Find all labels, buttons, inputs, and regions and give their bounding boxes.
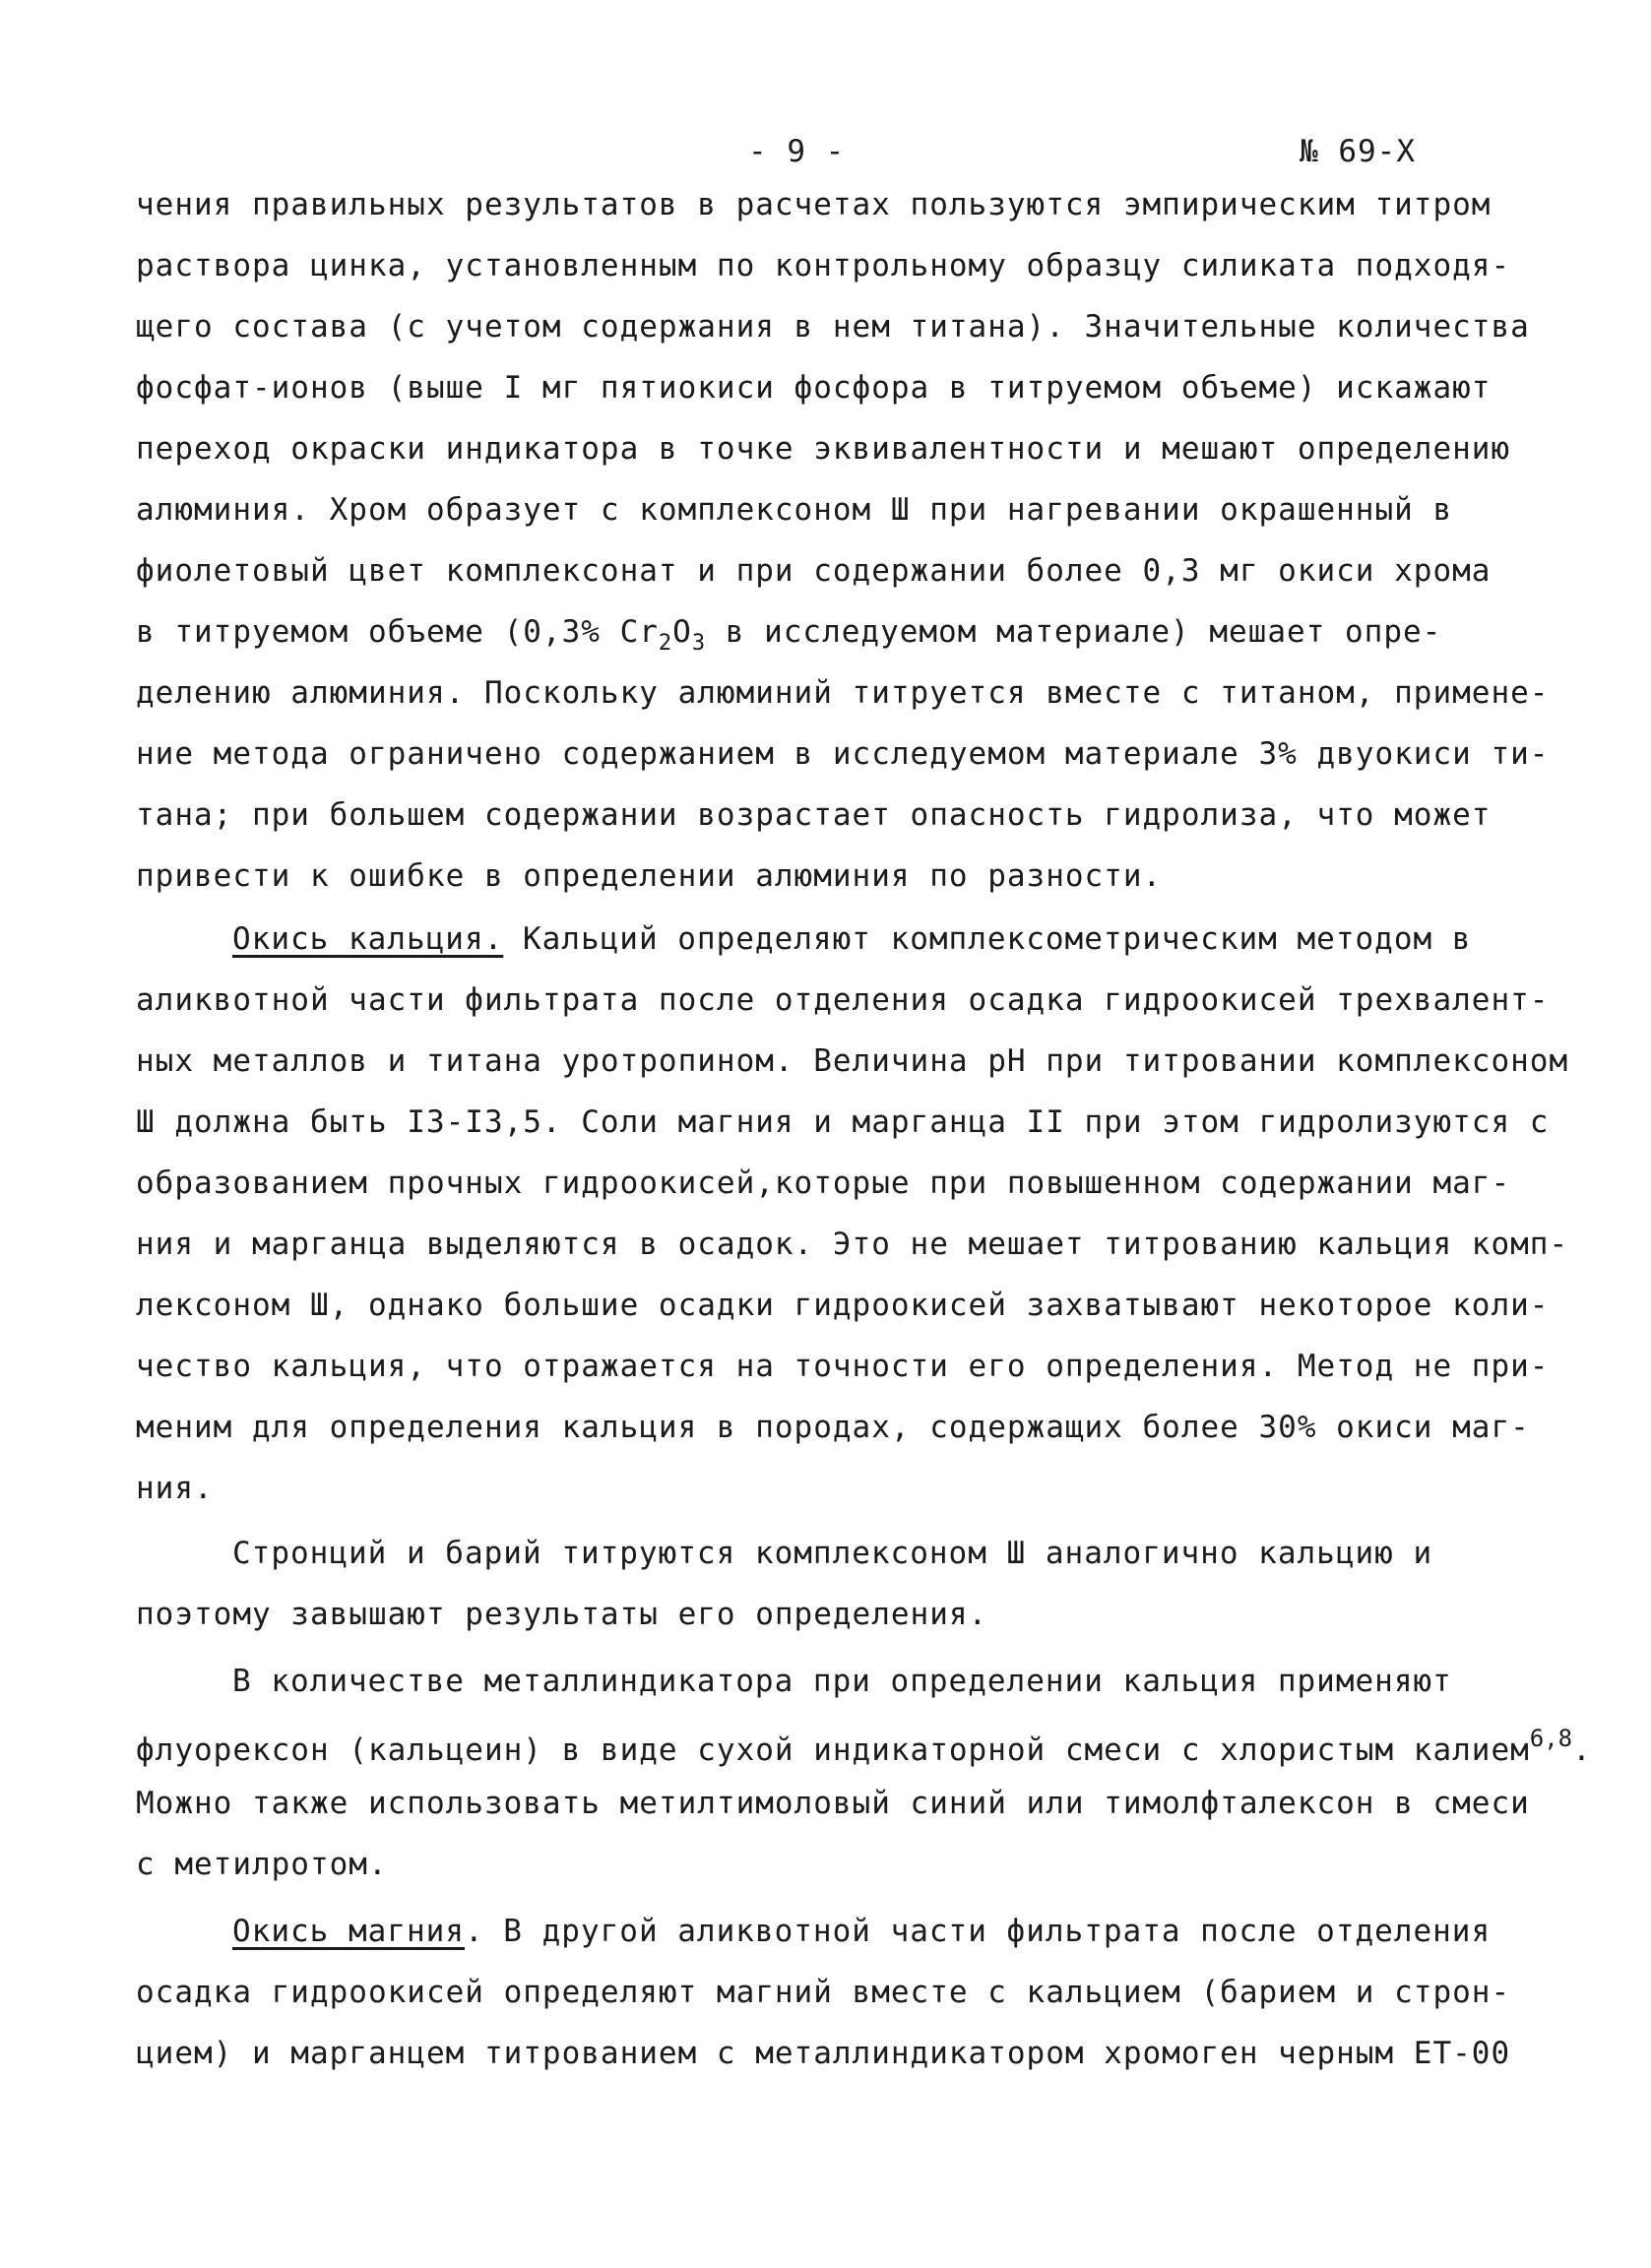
text-line: ния и марганца выделяются в осадок. Это не мешает титрованию кальция комп- (136, 1227, 1569, 1262)
section-heading-calcium: Окись кальция. (232, 921, 504, 957)
text-line: Стронций и барий титруются комплексоном Ш аналогично кальцию и (232, 1536, 1433, 1571)
text-line: фосфат-ионов (выше I мг пятиокиси фосфора в титруемом объеме) искажают (136, 370, 1492, 406)
text-line: привести к ошибке в определении алюминия по разности. (136, 858, 1163, 894)
text-line-formula (136, 614, 1441, 656)
reference-superscript: 6,8 (1529, 1725, 1573, 1752)
formula-subscript: 3 (691, 631, 707, 656)
section-heading-magnesium: Окись магния (232, 1914, 465, 1949)
section-text: . В другой аликвотной части фильтрата после отделения (464, 1914, 1492, 1949)
text-line: делению алюминия. Поскольку алюминий титруется вместе с титаном, примене- (136, 675, 1550, 711)
text-line: чения правильных результатов в расчетах пользуются эмпирическим титром (136, 187, 1492, 222)
text-line: ния. (136, 1471, 214, 1506)
formula-text-middle: O (672, 614, 692, 650)
text-line: аликвотной части фильтрата после отделения осадка гидроокисей трехвалент- (136, 982, 1550, 1018)
text-line: с метилротом. (136, 1847, 388, 1882)
text-before-reference: флуорексон (кальцеин) в виде сухой индикаторной смеси с хлористым калием (136, 1732, 1530, 1768)
text-line: В количестве металлиндикатора при определении кальция применяют (232, 1664, 1452, 1699)
text-line: ние метода ограничено содержанием в исследуемом материале 3% двуокиси ти- (136, 736, 1550, 772)
text-line: переход окраски индикатора в точке эквивалентности и мешают определению (136, 431, 1511, 467)
formula-text-after: в исследуемом материале) мешает опре- (706, 614, 1442, 650)
text-line: Можно также использовать метилтимоловый синий или тимолфталексон в смеси (136, 1786, 1530, 1821)
text-line: лексоном Ш, однако большие осадки гидроокисей захватывают некоторое коли- (136, 1288, 1550, 1323)
formula-text-before: в титруемом объеме (0,3% Cr (136, 614, 659, 650)
section-text: Кальций определяют комплексометрическим методом в (503, 921, 1472, 957)
text-line: чество кальция, что отражается на точности его определения. Метод не при- (136, 1349, 1550, 1384)
document-number: № 69-Х (1300, 134, 1416, 169)
text-line: осадка гидроокисей определяют магний вместе с кальцием (барием и строн- (136, 1975, 1511, 2010)
formula-subscript: 2 (658, 631, 673, 656)
text-line: Ш должна быть I3-I3,5. Соли магния и марганца II при этом гидролизуются с (136, 1104, 1550, 1140)
text-line: щего состава (с учетом содержания в нем титана). Значительные количества (136, 309, 1530, 345)
section-calcium-first-line (232, 921, 1471, 957)
page-number: - 9 - (748, 134, 846, 169)
text-line: цием) и марганцем титрованием с металлиндикатором хромоген черным ЕТ-00 (136, 2036, 1511, 2071)
text-line: поэтому завышают результаты его определения. (136, 1597, 988, 1632)
text-line-with-reference (136, 1725, 1592, 1768)
text-line: ных металлов и титана уротропином. Величина pH при титровании комплексоном (136, 1043, 1569, 1079)
text-line: тана; при большем содержании возрастает опасность гидролиза, что может (136, 797, 1492, 833)
text-line: образованием прочных гидроокисей,которые при повышенном содержании маг- (136, 1166, 1511, 1201)
text-line: алюминия. Хром образует с комплексоном Ш при нагревании окрашенный в (136, 492, 1453, 528)
sentence-end: . (1572, 1732, 1592, 1768)
text-line: меним для определения кальция в породах, содержащих более 30% окиси маг- (136, 1410, 1530, 1445)
section-magnesium-first-line (232, 1914, 1491, 1949)
text-line: фиолетовый цвет комплексонат и при содержании более 0,3 мг окиси хрома (136, 553, 1492, 589)
text-line: раствора цинка, установленным по контрольному образцу силиката подходя- (136, 248, 1511, 284)
